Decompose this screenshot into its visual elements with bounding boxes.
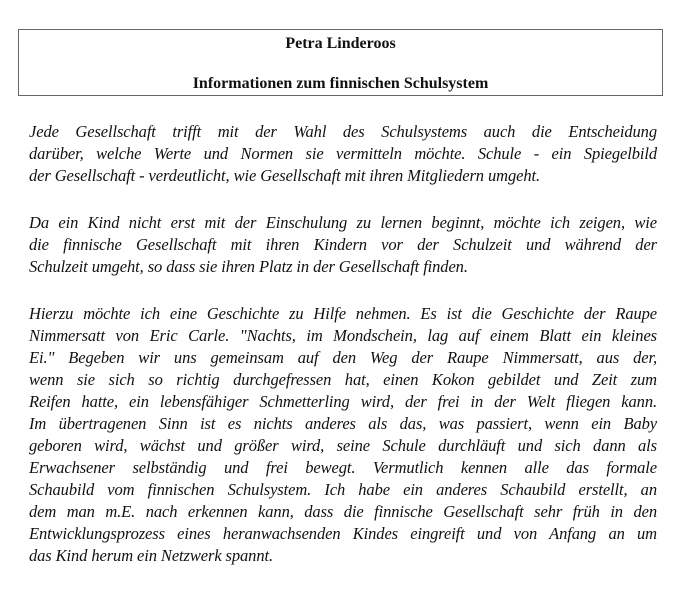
author-name: Petra Linderoos	[285, 35, 396, 52]
text-line: Ei." Begeben wir uns gemeinsam auf den Weg der Raupe Nimmersatt, aus der,	[29, 348, 657, 367]
text-line: Schulzeit umgeht, so dass sie ihren Platz in der Gesellschaft finden.	[29, 257, 468, 276]
text-line: das Kind herum ein Netzwerk spannt.	[29, 546, 273, 565]
text-line: Hierzu möchte ich eine Geschichte zu Hilfe nehmen. Es ist die Geschichte der Raupe	[29, 304, 657, 323]
header-box	[18, 29, 663, 96]
text-line: die finnische Gesellschaft mit ihren Kindern vor der Schulzeit und während der	[29, 235, 657, 254]
document-title: Informationen zum finnischen Schulsystem	[192, 75, 489, 92]
text-line: Erwachsener selbständig und frei bewegt. Vermutlich kennen alle das formale	[29, 458, 657, 477]
body-text	[29, 121, 657, 592]
paragraph-1	[29, 121, 657, 187]
text-line: der Gesellschaft - verdeutlicht, wie Gesellschaft mit ihren Mitgliedern umgeht.	[29, 166, 540, 185]
text-line: geboren wird, wächst und größer wird, seine Schule durchläuft und sich dann als	[29, 436, 657, 455]
text-line: Im übertragenen Sinn ist es nichts anderes als das, was passiert, wenn ein Baby	[29, 414, 657, 433]
text-line: Nimmersatt von Eric Carle. "Nachts, im Mondschein, lag auf einem Blatt ein kleines	[29, 326, 657, 345]
text-line: Schaubild vom finnischen Schulsystem. Ich habe ein anderes Schaubild erstellt, an	[29, 480, 657, 499]
text-line: wenn sie sich so richtig durchgefressen hat, einen Kokon gebildet und Zeit zum	[29, 370, 657, 389]
paragraph-3	[29, 303, 657, 567]
text-line: Da ein Kind nicht erst mit der Einschulung zu lernen beginnt, möchte ich zeigen, wie	[29, 213, 657, 232]
text-line: Reifen hatte, ein lebensfähiger Schmetterling wird, der frei in der Welt fliegen kann.	[29, 392, 657, 411]
text-line: Entwicklungsprozess eines heranwachsenden Kindes eingreift und von Anfang an um	[29, 524, 657, 543]
text-line: Jede Gesellschaft trifft mit der Wahl des Schulsystems auch die Entscheidung	[29, 122, 657, 141]
paragraph-2	[29, 212, 657, 278]
text-line: darüber, welche Werte und Normen sie vermitteln möchte. Schule - ein Spiegelbild	[29, 144, 657, 163]
text-line: dem man m.E. nach erkennen kann, dass die finnische Gesellschaft sehr früh in den	[29, 502, 657, 521]
